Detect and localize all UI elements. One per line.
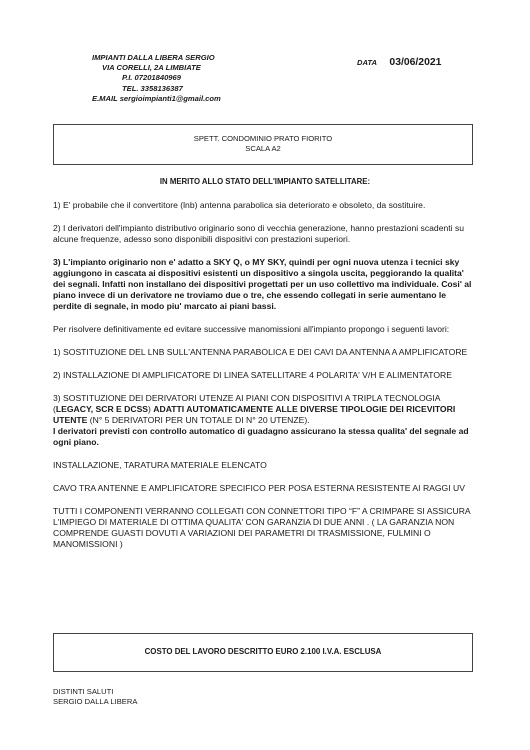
- cable-line: CAVO TRA ANTENNE E AMPLIFICATORE SPECIFICO PER POSA ESTERNA RESISTENTE AI RAGGI UV: [53, 483, 465, 493]
- cost-box: [53, 633, 473, 672]
- work-3-part-a: 3) SOSTITUZIONE DEI DERIVATORI UTENZE AI PIANI CON DISPOSITIVI A TRIPLA TECNOLOGIA (: [53, 393, 440, 414]
- work-3-part-c: ): [148, 404, 154, 414]
- recipient-line1: SPETT. CONDOMINIO PRATO FIORITO: [193, 134, 333, 143]
- work-3-adapt: ADATTI AUTOMATICAMENTE ALLE DIVERSE TIPOLOGIE DEI RICEVITORI UTENTE: [53, 404, 456, 425]
- recipient-box: [53, 124, 473, 165]
- closing-greeting: DISTINTI SALUTI: [53, 687, 114, 696]
- work-3-technologies: LEGACY, SCR E DCSS: [55, 404, 149, 414]
- recipient-line2: SCALA A2: [245, 144, 281, 153]
- date-value: 03/06/2021: [389, 57, 442, 68]
- point-1: 1) E' probabile che il convertitore (lnb) antenna parabolica sia deteriorato e obsoleto, da sostituire.: [53, 200, 426, 210]
- closing-block: [53, 687, 137, 707]
- closing-signature: SERGIO DALLA LIBERA: [53, 697, 138, 706]
- work-3-note: I derivatori previsti con controllo automatico di guadagno assicurano la stessa qualita' del segnale ad ogni piano.: [53, 426, 469, 447]
- sender-address: VIA CORELLI, 2A LIMBIATE: [102, 63, 201, 73]
- work-2: 2) INSTALLAZIONE DI AMPLIFICATORE DI LINEA SATELLITARE 4 POLARITA' V/H E ALIMENTATORE: [53, 370, 452, 380]
- installation-line: INSTALLAZIONE, TARATURA MATERIALE ELENCATO: [53, 460, 267, 470]
- work-3: [53, 393, 477, 448]
- warranty-paragraph: TUTTI I COMPONENTI VERRANNO COLLEGATI CON CONNETTORI TIPO “F” A CRIMPARE SI ASSICURA L'IMPIEGO DI MATERIALE DI OTTIMA QUALITA' CON GARANZIA DI DUE ANNI . ( LA GARANZIA NON COMPRENDE GUASTI DOVUTI A VARIAZIONI DEI PARAMETRI DI TRASMISSIONE, FULMINI O MANOMISSIONI ): [53, 506, 471, 549]
- letter-body: [53, 176, 477, 562]
- date-block: [357, 52, 441, 70]
- sender-block: [92, 53, 221, 104]
- sender-company: IMPIANTI DALLA LIBERA SERGIO: [92, 53, 215, 62]
- cost-text: COSTO DEL LAVORO DESCRITTO EURO 2.100 I.V.A. ESCLUSA: [144, 647, 382, 656]
- sender-email: E.MAIL sergioimpianti1@gmail.com: [92, 93, 221, 103]
- point-3: 3) L'impianto originario non e' adatto a SKY Q, o MY SKY, quindi per ogni nuova utenza i tecnici sky aggiungono in cascata ai dispositivi esistenti un dispositivo a singola uscita, peggiorando la qualita' dei segnali. Infatti non installano dei dispositivi progettati per un uso collettivo ma individuale. Cosi' al piano invece di un derivatore ne troviamo due o tre, che essendo collegati in serie aumentano le perdite di segnale, in modo piu' marcato ai piani bassi.: [53, 257, 472, 311]
- point-2: 2) I derivatori dell'impianto distributivo originario sono di vecchia generazione, hanno prestazioni scadenti su alcune frequenze, adesso sono disponibili dispositivi con prestazioni superiori.: [53, 223, 465, 244]
- work-1: 1) SOSTITUZIONE DEL LNB SULL'ANTENNA PARABOLICA E DEI CAVI DA ANTENNA A AMPLIFICATORE: [53, 347, 468, 357]
- proposal-intro: Per risolvere definitivamente ed evitare successive manomissioni all'impianto propongo i seguenti lavori:: [53, 324, 450, 334]
- sender-vat: P.I. 07201840969: [122, 73, 181, 83]
- date-label: DATA: [357, 58, 377, 67]
- sender-phone: TEL. 3358136387: [122, 83, 183, 93]
- subject-heading: IN MERITO ALLO STATO DELL'IMPIANTO SATELLITARE:: [159, 177, 371, 186]
- work-3-count: (N° 5 DERIVATORI PER UN TOTALE DI N° 20 UTENZE).: [87, 415, 310, 425]
